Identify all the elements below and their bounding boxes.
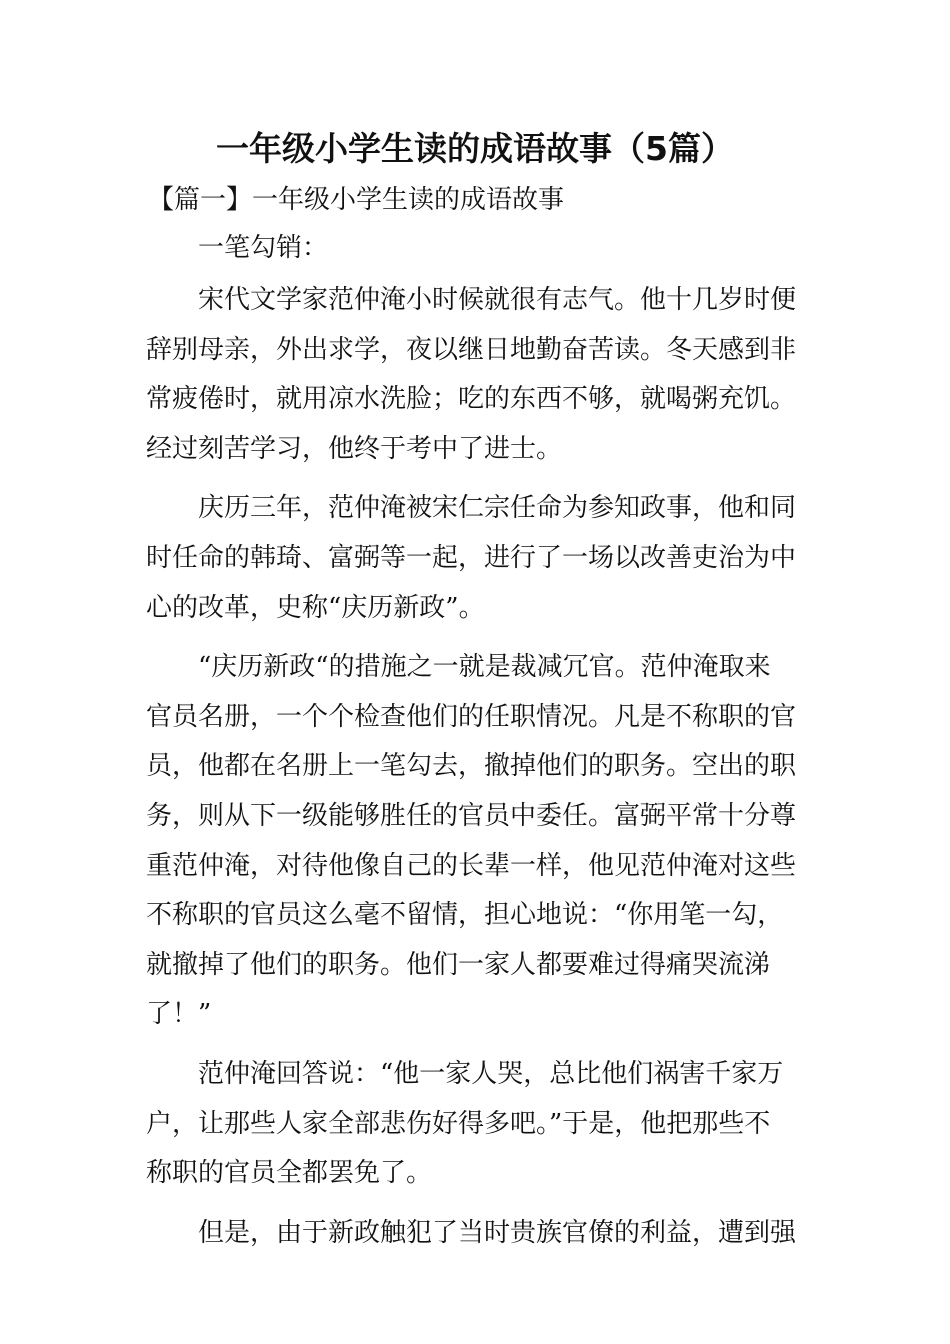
document-title: 一年级小学生读的成语故事（5篇） [216,129,734,168]
paragraph-line: 时任命的韩琦、富弼等一起，进行了一场以改善吏治为中 [146,542,797,573]
paragraph-line: 户，让那些人家全部悲伤好得多吧。”于是，他把那些不 [146,1108,771,1139]
paragraph-line: 经过刻苦学习，他终于考中了进士。 [146,433,563,464]
story-title: 一笔勾销： [198,233,329,263]
paragraph-line: 庆历三年，范仲淹被宋仁宗任命为参知政事，他和同 [198,493,797,524]
section-heading: 【篇一】一年级小学生读的成语故事 [148,185,565,215]
paragraph-line: 重范仲淹，对待他像自己的长辈一样，他见范仲淹对这些 [146,850,797,881]
paragraph [146,1050,814,1199]
paragraph [146,643,814,1040]
paragraph-line: 就撤掉了他们的职务。他们一家人都要难过得痛哭流涕 [146,949,771,980]
paragraph-line: “庆历新政“的措施之一就是裁减冗官。范仲淹取来 [198,652,771,683]
paragraph-line: 常疲倦时，就用凉水洗脸；吃的东西不够，就喝粥充饥。 [146,384,797,415]
paragraph-line: 不称职的官员这么毫不留情，担心地说：“你用笔一勾， [146,900,784,931]
paragraph-line: 了！” [146,999,212,1030]
paragraph [146,1209,814,1259]
paragraph-line: 宋代文学家范仲淹小时候就很有志气。他十几岁时便 [198,285,797,315]
paragraph-line: 务，则从下一级能够胜任的官员中委任。富弼平常十分尊 [146,800,797,831]
paragraph-line: 心的改革，史称“庆历新政”。 [146,592,485,623]
paragraph-line: 辞别母亲，外出求学，夜以继日地勤奋苦读。冬天感到非 [146,334,797,365]
paragraph-line: 范仲淹回答说：“他一家人哭，总比他们祸害千家万 [198,1058,784,1089]
paragraph-line: 称职的官员全都罢免了。 [146,1158,433,1189]
paragraph [146,276,814,474]
paragraph-line: 官员名册，一个个检查他们的任职情况。凡是不称职的官 [146,701,797,732]
paragraph [146,484,814,633]
paragraph-line: 但是，由于新政触犯了当时贵族官僚的利益，遭到强 [198,1217,797,1248]
paragraph-line: 员，他都在名册上一笔勾去，撤掉他们的职务。空出的职 [146,751,797,782]
story-body [146,276,814,1268]
